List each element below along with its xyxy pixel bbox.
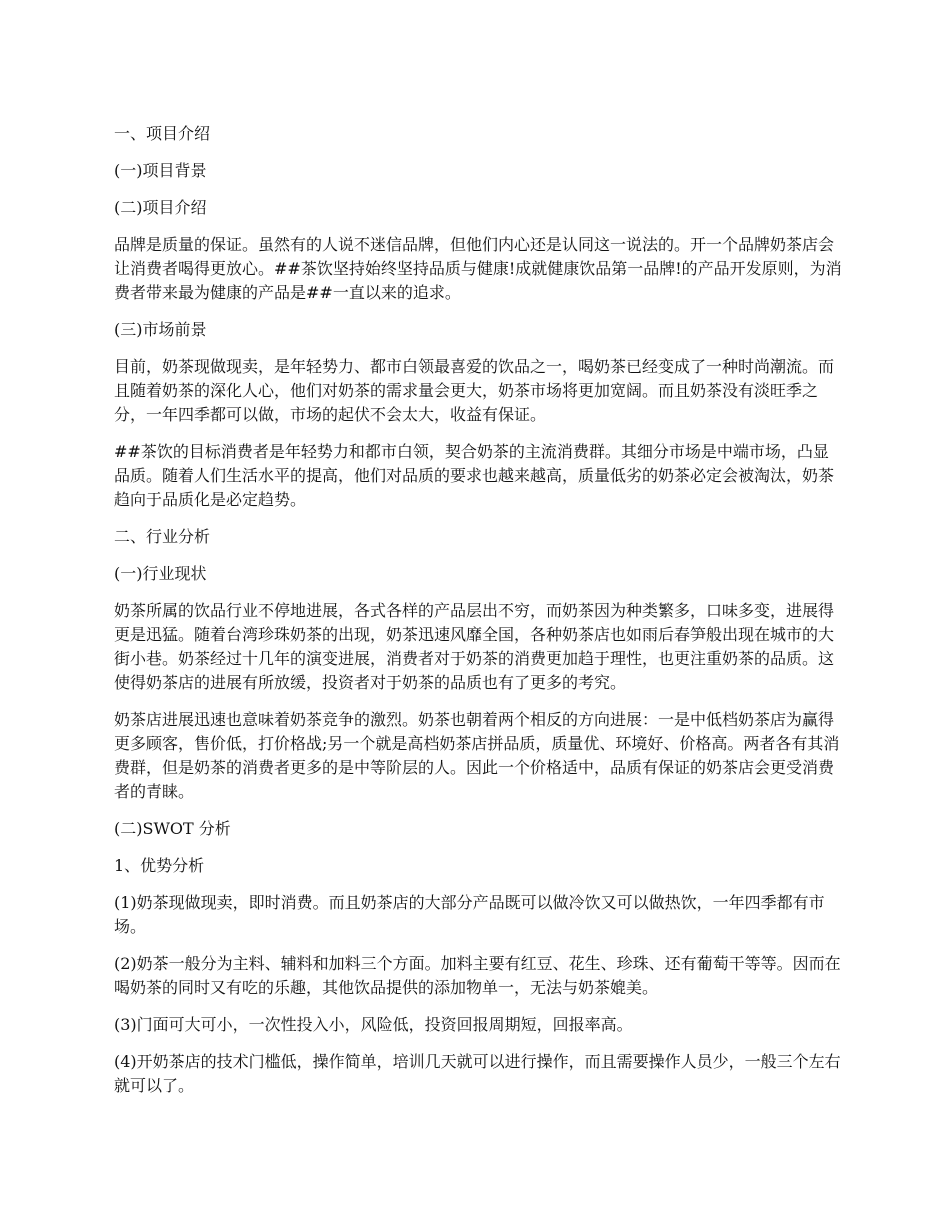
subsection-heading: (三)市场前景 [114,320,207,339]
list-item: (4)开奶茶店的技术门槛低，操作简单，培训几天就可以进行操作，而且需要操作人员少，一般三个左右就可以了。 [114,1052,841,1095]
subsection-heading: (一)行业现状 [114,564,207,583]
document-page [114,122,842,1111]
list-item: (2)奶茶一般分为主料、辅料和加料三个方面。加料主要有红豆、花生、珍珠、还有葡萄干等等。因而在喝奶茶的同时又有吃的乐趣，其他饮品提供的添加物单一，无法与奶茶媲美。 [114,954,841,997]
paragraph: 品牌是质量的保证。虽然有的人说不迷信品牌，但他们内心还是认同这一说法的。开一个品牌奶茶店会让消费者喝得更放心。##茶饮坚持始终坚持品质与健康!成就健康饮品第一品牌!的产品开发原则，为消费者带来最为健康的产品是##一直以来的追求。 [114,235,842,302]
item-heading: 1、优势分析 [114,856,205,875]
paragraph: 奶茶店进展迅速也意味着奶茶竞争的激烈。奶茶也朝着两个相反的方向进展：一是中低档奶茶店为赢得更多顾客，售价低，打价格战;另一个就是高档奶茶店拼品质，质量优、环境好、价格高。两者各有其消费群，但是奶茶的消费者更多的是中等阶层的人。因此一个价格适中，品质有保证的奶茶店会更受消费者的青睐。 [114,710,840,801]
subsection-heading: (二)SWOT 分析 [114,819,231,838]
list-item: (1)奶茶现做现卖，即时消费。而且奶茶店的大部分产品既可以做冷饮又可以做热饮，一年四季都有市场。 [114,893,825,936]
paragraph: ##茶饮的目标消费者是年轻势力和都市白领，契合奶茶的主流消费群。其细分市场是中端市场，凸显品质。随着人们生活水平的提高，他们对品质的要求也越来越高，质量低劣的奶茶必定会被淘汰，奶茶趋向于品质化是必定趋势。 [114,442,835,509]
paragraph: 目前，奶茶现做现卖，是年轻势力、都市白领最喜爱的饮品之一，喝奶茶已经变成了一种时尚潮流。而且随着奶茶的深化人心，他们对奶茶的需求量会更大，奶茶市场将更加宽阔。而且奶茶没有淡旺季之分，一年四季都可以做，市场的起伏不会太大，收益有保证。 [114,357,835,424]
section-heading: 一、项目介绍 [114,124,211,143]
list-item: (3)门面可大可小，一次性投入小，风险低，投资回报周期短，回报率高。 [114,1015,633,1034]
section-heading: 二、行业分析 [114,527,211,546]
paragraph: 奶茶所属的饮品行业不停地进展，各式各样的产品层出不穷，而奶茶因为种类繁多，口味多变，进展得更是迅猛。随着台湾珍珠奶茶的出现，奶茶迅速风靡全国，各种奶茶店也如雨后春笋般出现在城市的大街小巷。奶茶经过十几年的演变进展，消费者对于奶茶的消费更加趋于理性，也更注重奶茶的品质。这使得奶茶店的进展有所放缓，投资者对于奶茶的品质也有了更多的考究。 [114,601,835,692]
subsection-heading: (二)项目介绍 [114,198,207,217]
subsection-heading: (一)项目背景 [114,161,207,180]
